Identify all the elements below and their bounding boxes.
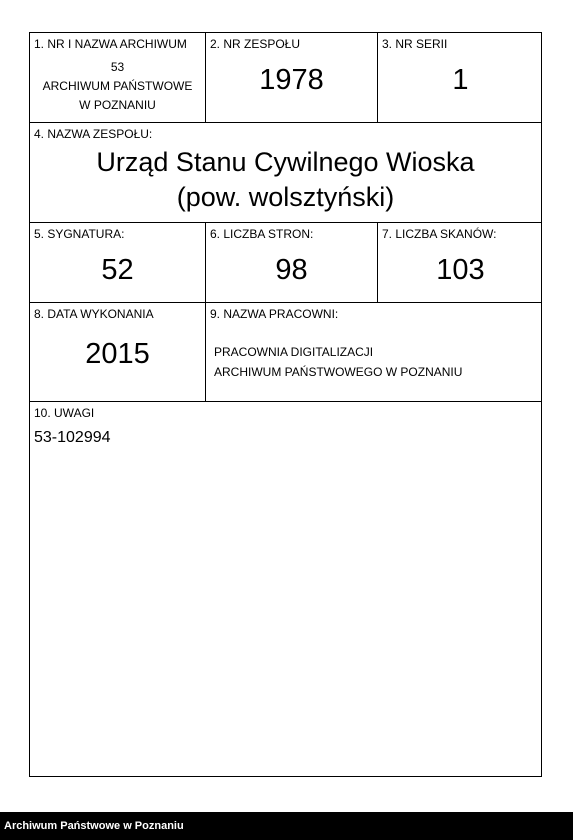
date-done-label: 8. DATA WYKONANIA	[34, 307, 154, 321]
row-counts	[30, 223, 541, 303]
fonds-number-cell	[206, 33, 378, 122]
date-done-cell	[30, 303, 206, 401]
archive-number: 53	[110, 60, 125, 74]
signature-cell	[30, 223, 206, 302]
scan-count-cell	[378, 223, 543, 302]
notes-value: 53-102994	[34, 429, 111, 446]
date-done-value: 2015	[85, 338, 150, 370]
series-number-label: 3. NR SERII	[382, 37, 448, 51]
archive-label: 1. NR I NAZWA ARCHIWUM	[34, 37, 187, 51]
fonds-name-line2: (pow. wolsztyński)	[176, 182, 395, 212]
series-number-cell	[378, 33, 543, 122]
workshop-line2: ARCHIWUM PAŃSTWOWEGO W POZNANIU	[214, 365, 463, 379]
page-count-cell	[206, 223, 378, 302]
scan-count-label: 7. LICZBA SKANÓW:	[382, 227, 497, 241]
row-notes	[30, 402, 541, 776]
fonds-number-label: 2. NR ZESPOŁU	[210, 37, 301, 51]
workshop-cell	[206, 303, 543, 401]
row-identifiers	[30, 33, 541, 123]
archive-name-line2: W POZNANIU	[79, 98, 156, 112]
signature-label: 5. SYGNATURA:	[34, 227, 125, 241]
row-execution	[30, 303, 541, 402]
row-fonds-name	[30, 123, 541, 223]
archive-name-line1: ARCHIWUM PAŃSTWOWE	[42, 79, 193, 93]
notes-label: 10. UWAGI	[34, 406, 95, 420]
series-number-value: 1	[452, 64, 469, 96]
fonds-name-label: 4. NAZWA ZESPOŁU:	[34, 127, 153, 141]
fonds-name-line1: Urząd Stanu Cywilnego Wioska	[96, 147, 475, 177]
page-count-value: 98	[275, 254, 308, 286]
fonds-number-value: 1978	[259, 64, 324, 96]
workshop-label: 9. NAZWA PRACOWNI:	[210, 307, 339, 321]
page-count-label: 6. LICZBA STRON:	[210, 227, 314, 241]
footer-banner: Archiwum Państwowe w Poznaniu	[0, 812, 573, 840]
archive-cell	[30, 33, 206, 122]
archive-card	[29, 32, 542, 777]
scan-count-value: 103	[436, 254, 485, 286]
workshop-line1: PRACOWNIA DIGITALIZACJI	[214, 345, 374, 359]
signature-value: 52	[101, 254, 134, 286]
